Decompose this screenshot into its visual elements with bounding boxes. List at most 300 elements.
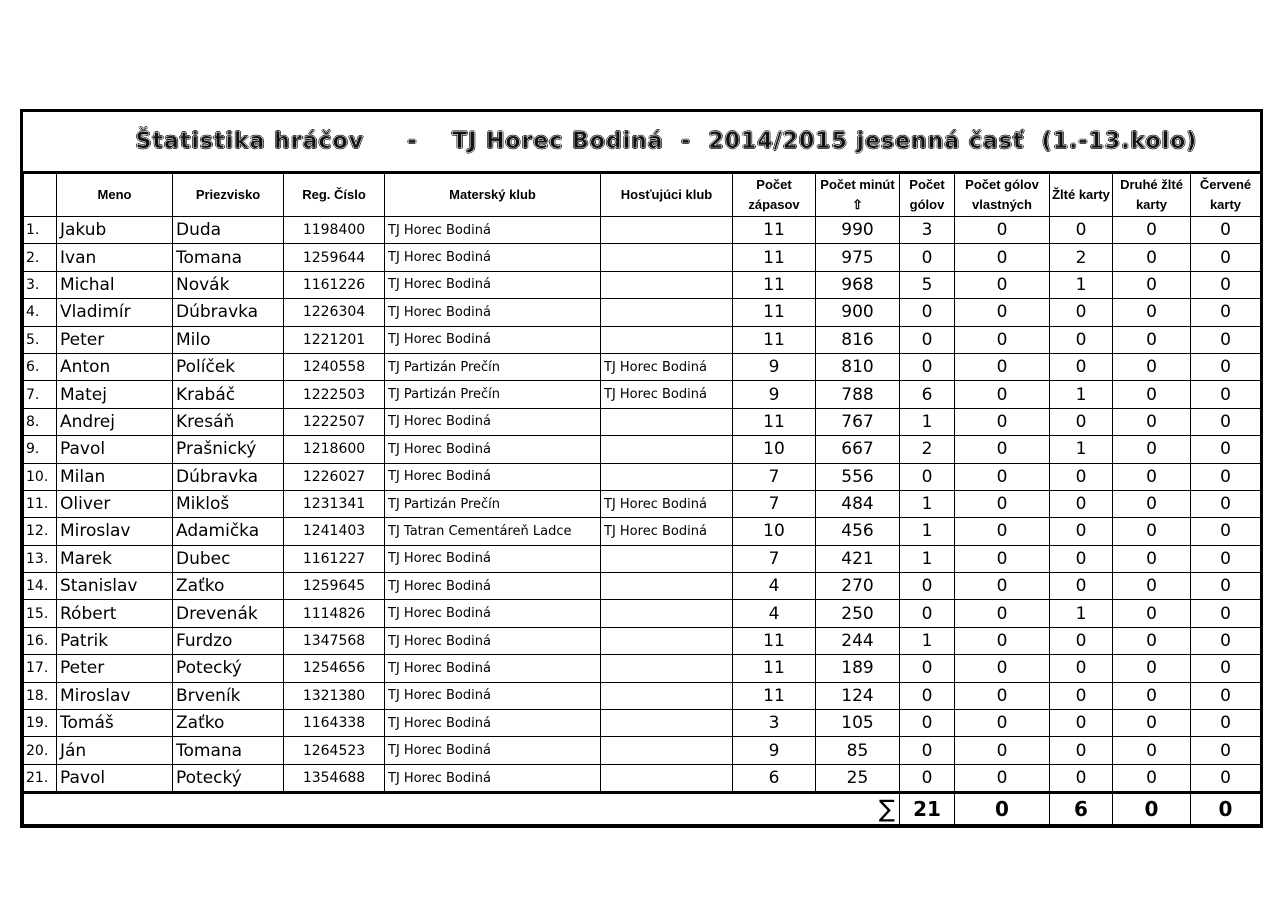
cell-goly: 0 bbox=[900, 600, 955, 627]
cell-cervene: 0 bbox=[1191, 271, 1261, 298]
cell-rank: 17. bbox=[24, 655, 57, 682]
cell-rank: 2. bbox=[24, 244, 57, 271]
cell-reg: 1161227 bbox=[284, 545, 385, 572]
cell-druhe: 0 bbox=[1113, 627, 1191, 654]
table-row bbox=[24, 710, 1261, 737]
cell-druhe: 0 bbox=[1113, 408, 1191, 435]
total-druhe: 0 bbox=[1113, 793, 1191, 825]
cell-priezvisko: Zaťko bbox=[173, 573, 284, 600]
cell-hostujuci-klub bbox=[601, 573, 733, 600]
cell-hostujuci-klub bbox=[601, 545, 733, 572]
cell-hostujuci-klub bbox=[601, 244, 733, 271]
cell-priezvisko: Krabáč bbox=[173, 381, 284, 408]
table-row bbox=[24, 436, 1261, 463]
cell-priezvisko: Kresáň bbox=[173, 408, 284, 435]
cell-materský-klub: TJ Horec Bodiná bbox=[385, 682, 601, 709]
cell-goly: 0 bbox=[900, 764, 955, 792]
col-header-minuty: Počet minút ⇧ bbox=[816, 174, 900, 217]
cell-rank: 4. bbox=[24, 299, 57, 326]
cell-hostujuci-klub bbox=[601, 271, 733, 298]
cell-priezvisko: Potecký bbox=[173, 764, 284, 792]
table-row bbox=[24, 655, 1261, 682]
cell-minuty: 244 bbox=[816, 627, 900, 654]
total-cervene: 0 bbox=[1191, 793, 1261, 825]
cell-meno: Marek bbox=[57, 545, 173, 572]
cell-reg: 1241403 bbox=[284, 518, 385, 545]
cell-cervene: 0 bbox=[1191, 353, 1261, 380]
cell-reg: 1264523 bbox=[284, 737, 385, 764]
cell-meno: Jakub bbox=[57, 217, 173, 244]
cell-materský-klub: TJ Horec Bodiná bbox=[385, 299, 601, 326]
cell-zlte: 0 bbox=[1050, 764, 1113, 792]
cell-priezvisko: Políček bbox=[173, 353, 284, 380]
col-header-materský-klub: Materský klub bbox=[385, 174, 601, 217]
cell-meno: Tomáš bbox=[57, 710, 173, 737]
cell-zlte: 0 bbox=[1050, 217, 1113, 244]
cell-hostujuci-klub: TJ Horec Bodiná bbox=[601, 490, 733, 517]
cell-vlastne: 0 bbox=[955, 326, 1050, 353]
cell-druhe: 0 bbox=[1113, 655, 1191, 682]
cell-minuty: 189 bbox=[816, 655, 900, 682]
cell-druhe: 0 bbox=[1113, 518, 1191, 545]
col-header-vlastne-goly: Počet gólov vlastných bbox=[955, 174, 1050, 217]
col-header-goly: Počet gólov bbox=[900, 174, 955, 217]
cell-materský-klub: TJ Horec Bodiná bbox=[385, 710, 601, 737]
cell-goly: 0 bbox=[900, 573, 955, 600]
cell-zapasy: 7 bbox=[733, 490, 816, 517]
cell-goly: 0 bbox=[900, 326, 955, 353]
cell-hostujuci-klub bbox=[601, 217, 733, 244]
cell-zapasy: 11 bbox=[733, 627, 816, 654]
cell-rank: 9. bbox=[24, 436, 57, 463]
cell-zlte: 0 bbox=[1050, 573, 1113, 600]
cell-druhe: 0 bbox=[1113, 217, 1191, 244]
cell-zapasy: 9 bbox=[733, 353, 816, 380]
title-row bbox=[23, 112, 1260, 173]
total-zlte: 6 bbox=[1050, 793, 1113, 825]
cell-vlastne: 0 bbox=[955, 600, 1050, 627]
cell-vlastne: 0 bbox=[955, 353, 1050, 380]
cell-zapasy: 4 bbox=[733, 573, 816, 600]
col-header-zapasy: Počet zápasov bbox=[733, 174, 816, 217]
cell-cervene: 0 bbox=[1191, 490, 1261, 517]
cell-materský-klub: TJ Horec Bodiná bbox=[385, 627, 601, 654]
col-header-hostujuci-klub: Hosťujúci klub bbox=[601, 174, 733, 217]
cell-hostujuci-klub bbox=[601, 737, 733, 764]
cell-minuty: 975 bbox=[816, 244, 900, 271]
cell-minuty: 270 bbox=[816, 573, 900, 600]
cell-cervene: 0 bbox=[1191, 518, 1261, 545]
cell-reg: 1161226 bbox=[284, 271, 385, 298]
cell-zlte: 1 bbox=[1050, 271, 1113, 298]
cell-goly: 0 bbox=[900, 737, 955, 764]
cell-minuty: 456 bbox=[816, 518, 900, 545]
cell-vlastne: 0 bbox=[955, 573, 1050, 600]
col-header-druhe-zlte: Druhé žlté karty bbox=[1113, 174, 1191, 217]
cell-goly: 6 bbox=[900, 381, 955, 408]
cell-reg: 1347568 bbox=[284, 627, 385, 654]
cell-cervene: 0 bbox=[1191, 463, 1261, 490]
cell-priezvisko: Potecký bbox=[173, 655, 284, 682]
cell-druhe: 0 bbox=[1113, 682, 1191, 709]
cell-priezvisko: Zaťko bbox=[173, 710, 284, 737]
cell-materský-klub: TJ Partizán Prečín bbox=[385, 490, 601, 517]
cell-reg: 1222507 bbox=[284, 408, 385, 435]
cell-druhe: 0 bbox=[1113, 490, 1191, 517]
cell-zlte: 1 bbox=[1050, 436, 1113, 463]
cell-materský-klub: TJ Horec Bodiná bbox=[385, 271, 601, 298]
cell-cervene: 0 bbox=[1191, 436, 1261, 463]
cell-materský-klub: TJ Horec Bodiná bbox=[385, 463, 601, 490]
cell-reg: 1222503 bbox=[284, 381, 385, 408]
cell-reg: 1240558 bbox=[284, 353, 385, 380]
col-header-cervene-karty: Červené karty bbox=[1191, 174, 1261, 217]
cell-minuty: 900 bbox=[816, 299, 900, 326]
cell-hostujuci-klub bbox=[601, 408, 733, 435]
table-row bbox=[24, 545, 1261, 572]
cell-meno: Milan bbox=[57, 463, 173, 490]
cell-reg: 1218600 bbox=[284, 436, 385, 463]
table-row bbox=[24, 299, 1261, 326]
cell-hostujuci-klub: TJ Horec Bodiná bbox=[601, 353, 733, 380]
totals-row bbox=[24, 793, 1261, 825]
cell-hostujuci-klub bbox=[601, 463, 733, 490]
cell-hostujuci-klub bbox=[601, 682, 733, 709]
cell-materský-klub: TJ Horec Bodiná bbox=[385, 436, 601, 463]
cell-zapasy: 7 bbox=[733, 463, 816, 490]
cell-rank: 14. bbox=[24, 573, 57, 600]
cell-goly: 1 bbox=[900, 627, 955, 654]
cell-hostujuci-klub bbox=[601, 655, 733, 682]
cell-minuty: 667 bbox=[816, 436, 900, 463]
cell-minuty: 85 bbox=[816, 737, 900, 764]
cell-reg: 1226304 bbox=[284, 299, 385, 326]
cell-reg: 1221201 bbox=[284, 326, 385, 353]
table-row bbox=[24, 573, 1261, 600]
cell-rank: 20. bbox=[24, 737, 57, 764]
cell-hostujuci-klub bbox=[601, 299, 733, 326]
cell-minuty: 484 bbox=[816, 490, 900, 517]
cell-meno: Ján bbox=[57, 737, 173, 764]
cell-reg: 1114826 bbox=[284, 600, 385, 627]
cell-rank: 7. bbox=[24, 381, 57, 408]
cell-minuty: 250 bbox=[816, 600, 900, 627]
cell-minuty: 968 bbox=[816, 271, 900, 298]
cell-reg: 1259645 bbox=[284, 573, 385, 600]
cell-meno: Oliver bbox=[57, 490, 173, 517]
cell-goly: 3 bbox=[900, 217, 955, 244]
table-row bbox=[24, 463, 1261, 490]
total-vlastne: 0 bbox=[955, 793, 1050, 825]
cell-zlte: 0 bbox=[1050, 737, 1113, 764]
cell-hostujuci-klub bbox=[601, 436, 733, 463]
cell-zlte: 0 bbox=[1050, 408, 1113, 435]
cell-minuty: 816 bbox=[816, 326, 900, 353]
cell-druhe: 0 bbox=[1113, 600, 1191, 627]
cell-zapasy: 9 bbox=[733, 737, 816, 764]
cell-rank: 6. bbox=[24, 353, 57, 380]
table-row bbox=[24, 217, 1261, 244]
cell-reg: 1321380 bbox=[284, 682, 385, 709]
cell-meno: Matej bbox=[57, 381, 173, 408]
cell-druhe: 0 bbox=[1113, 710, 1191, 737]
cell-vlastne: 0 bbox=[955, 271, 1050, 298]
cell-zlte: 0 bbox=[1050, 299, 1113, 326]
cell-goly: 0 bbox=[900, 710, 955, 737]
cell-minuty: 105 bbox=[816, 710, 900, 737]
cell-meno: Pavol bbox=[57, 764, 173, 792]
sum-symbol: ∑ bbox=[24, 793, 900, 825]
cell-zlte: 0 bbox=[1050, 518, 1113, 545]
cell-rank: 1. bbox=[24, 217, 57, 244]
cell-rank: 18. bbox=[24, 682, 57, 709]
cell-zlte: 0 bbox=[1050, 490, 1113, 517]
cell-hostujuci-klub: TJ Horec Bodiná bbox=[601, 381, 733, 408]
cell-goly: 0 bbox=[900, 655, 955, 682]
cell-zlte: 0 bbox=[1050, 545, 1113, 572]
cell-meno: Miroslav bbox=[57, 518, 173, 545]
cell-cervene: 0 bbox=[1191, 764, 1261, 792]
cell-hostujuci-klub bbox=[601, 600, 733, 627]
col-header-rank bbox=[24, 174, 57, 217]
cell-materský-klub: TJ Horec Bodiná bbox=[385, 326, 601, 353]
cell-cervene: 0 bbox=[1191, 381, 1261, 408]
cell-materský-klub: TJ Tatran Cementáreň Ladce bbox=[385, 518, 601, 545]
cell-reg: 1259644 bbox=[284, 244, 385, 271]
cell-minuty: 25 bbox=[816, 764, 900, 792]
cell-zlte: 0 bbox=[1050, 353, 1113, 380]
cell-zlte: 0 bbox=[1050, 326, 1113, 353]
cell-meno: Patrik bbox=[57, 627, 173, 654]
cell-materský-klub: TJ Horec Bodiná bbox=[385, 655, 601, 682]
cell-meno: Michal bbox=[57, 271, 173, 298]
cell-vlastne: 0 bbox=[955, 381, 1050, 408]
cell-zapasy: 4 bbox=[733, 600, 816, 627]
cell-materský-klub: TJ Horec Bodiná bbox=[385, 764, 601, 792]
cell-rank: 5. bbox=[24, 326, 57, 353]
cell-zapasy: 11 bbox=[733, 655, 816, 682]
cell-druhe: 0 bbox=[1113, 436, 1191, 463]
cell-zapasy: 3 bbox=[733, 710, 816, 737]
cell-zapasy: 9 bbox=[733, 381, 816, 408]
cell-meno: Stanislav bbox=[57, 573, 173, 600]
cell-zlte: 1 bbox=[1050, 600, 1113, 627]
player-stats-table bbox=[23, 173, 1261, 825]
cell-zapasy: 10 bbox=[733, 518, 816, 545]
cell-hostujuci-klub bbox=[601, 627, 733, 654]
cell-minuty: 990 bbox=[816, 217, 900, 244]
cell-rank: 10. bbox=[24, 463, 57, 490]
cell-hostujuci-klub bbox=[601, 710, 733, 737]
cell-reg: 1198400 bbox=[284, 217, 385, 244]
cell-meno: Vladimír bbox=[57, 299, 173, 326]
cell-vlastne: 0 bbox=[955, 518, 1050, 545]
cell-priezvisko: Milo bbox=[173, 326, 284, 353]
cell-priezvisko: Mikloš bbox=[173, 490, 284, 517]
cell-druhe: 0 bbox=[1113, 545, 1191, 572]
table-row bbox=[24, 490, 1261, 517]
cell-goly: 1 bbox=[900, 545, 955, 572]
cell-zlte: 0 bbox=[1050, 463, 1113, 490]
cell-meno: Pavol bbox=[57, 436, 173, 463]
cell-zapasy: 11 bbox=[733, 682, 816, 709]
cell-druhe: 0 bbox=[1113, 463, 1191, 490]
cell-vlastne: 0 bbox=[955, 436, 1050, 463]
cell-cervene: 0 bbox=[1191, 737, 1261, 764]
cell-rank: 8. bbox=[24, 408, 57, 435]
table-row bbox=[24, 682, 1261, 709]
cell-vlastne: 0 bbox=[955, 217, 1050, 244]
cell-vlastne: 0 bbox=[955, 655, 1050, 682]
cell-priezvisko: Dúbravka bbox=[173, 299, 284, 326]
cell-goly: 0 bbox=[900, 299, 955, 326]
cell-vlastne: 0 bbox=[955, 408, 1050, 435]
cell-priezvisko: Brveník bbox=[173, 682, 284, 709]
cell-rank: 21. bbox=[24, 764, 57, 792]
col-header-reg: Reg. Číslo bbox=[284, 174, 385, 217]
table-row bbox=[24, 408, 1261, 435]
cell-rank: 16. bbox=[24, 627, 57, 654]
cell-materský-klub: TJ Horec Bodiná bbox=[385, 408, 601, 435]
cell-goly: 0 bbox=[900, 353, 955, 380]
cell-hostujuci-klub bbox=[601, 326, 733, 353]
cell-meno: Andrej bbox=[57, 408, 173, 435]
cell-vlastne: 0 bbox=[955, 627, 1050, 654]
cell-vlastne: 0 bbox=[955, 490, 1050, 517]
cell-cervene: 0 bbox=[1191, 573, 1261, 600]
total-goly: 21 bbox=[900, 793, 955, 825]
cell-zlte: 2 bbox=[1050, 244, 1113, 271]
cell-druhe: 0 bbox=[1113, 299, 1191, 326]
cell-priezvisko: Novák bbox=[173, 271, 284, 298]
cell-minuty: 767 bbox=[816, 408, 900, 435]
cell-priezvisko: Prašnický bbox=[173, 436, 284, 463]
cell-cervene: 0 bbox=[1191, 600, 1261, 627]
cell-priezvisko: Tomana bbox=[173, 244, 284, 271]
cell-zapasy: 7 bbox=[733, 545, 816, 572]
cell-reg: 1164338 bbox=[284, 710, 385, 737]
cell-druhe: 0 bbox=[1113, 244, 1191, 271]
table-row bbox=[24, 627, 1261, 654]
cell-rank: 3. bbox=[24, 271, 57, 298]
table-row bbox=[24, 600, 1261, 627]
cell-goly: 1 bbox=[900, 518, 955, 545]
cell-cervene: 0 bbox=[1191, 217, 1261, 244]
cell-cervene: 0 bbox=[1191, 244, 1261, 271]
cell-cervene: 0 bbox=[1191, 627, 1261, 654]
cell-materský-klub: TJ Horec Bodiná bbox=[385, 244, 601, 271]
col-header-priezvisko: Priezvisko bbox=[173, 174, 284, 217]
stats-sheet bbox=[20, 109, 1263, 828]
cell-meno: Peter bbox=[57, 326, 173, 353]
cell-hostujuci-klub bbox=[601, 764, 733, 792]
cell-vlastne: 0 bbox=[955, 737, 1050, 764]
cell-minuty: 788 bbox=[816, 381, 900, 408]
cell-zlte: 0 bbox=[1050, 710, 1113, 737]
cell-materský-klub: TJ Partizán Prečín bbox=[385, 381, 601, 408]
cell-rank: 15. bbox=[24, 600, 57, 627]
cell-priezvisko: Adamička bbox=[173, 518, 284, 545]
cell-zapasy: 11 bbox=[733, 244, 816, 271]
cell-meno: Ivan bbox=[57, 244, 173, 271]
cell-zapasy: 11 bbox=[733, 326, 816, 353]
cell-priezvisko: Duda bbox=[173, 217, 284, 244]
cell-rank: 13. bbox=[24, 545, 57, 572]
cell-cervene: 0 bbox=[1191, 408, 1261, 435]
cell-goly: 1 bbox=[900, 408, 955, 435]
cell-rank: 19. bbox=[24, 710, 57, 737]
cell-cervene: 0 bbox=[1191, 299, 1261, 326]
cell-druhe: 0 bbox=[1113, 381, 1191, 408]
cell-rank: 12. bbox=[24, 518, 57, 545]
cell-vlastne: 0 bbox=[955, 710, 1050, 737]
cell-zlte: 1 bbox=[1050, 381, 1113, 408]
cell-druhe: 0 bbox=[1113, 573, 1191, 600]
table-row bbox=[24, 518, 1261, 545]
cell-vlastne: 0 bbox=[955, 299, 1050, 326]
cell-minuty: 810 bbox=[816, 353, 900, 380]
cell-materský-klub: TJ Horec Bodiná bbox=[385, 600, 601, 627]
cell-minuty: 556 bbox=[816, 463, 900, 490]
cell-meno: Róbert bbox=[57, 600, 173, 627]
header-row bbox=[24, 174, 1261, 217]
cell-vlastne: 0 bbox=[955, 463, 1050, 490]
table-row bbox=[24, 244, 1261, 271]
cell-reg: 1254656 bbox=[284, 655, 385, 682]
cell-zlte: 0 bbox=[1050, 627, 1113, 654]
cell-goly: 1 bbox=[900, 490, 955, 517]
col-header-zlte-karty: Žlté karty bbox=[1050, 174, 1113, 217]
cell-priezvisko: Dubec bbox=[173, 545, 284, 572]
cell-hostujuci-klub: TJ Horec Bodiná bbox=[601, 518, 733, 545]
cell-priezvisko: Tomana bbox=[173, 737, 284, 764]
cell-druhe: 0 bbox=[1113, 353, 1191, 380]
cell-priezvisko: Dúbravka bbox=[173, 463, 284, 490]
cell-materský-klub: TJ Horec Bodiná bbox=[385, 573, 601, 600]
cell-zapasy: 11 bbox=[733, 217, 816, 244]
cell-meno: Miroslav bbox=[57, 682, 173, 709]
cell-goly: 0 bbox=[900, 463, 955, 490]
table-row bbox=[24, 271, 1261, 298]
cell-minuty: 421 bbox=[816, 545, 900, 572]
cell-zapasy: 11 bbox=[733, 271, 816, 298]
cell-zlte: 0 bbox=[1050, 655, 1113, 682]
cell-materský-klub: TJ Partizán Prečín bbox=[385, 353, 601, 380]
cell-zapasy: 10 bbox=[733, 436, 816, 463]
cell-zlte: 0 bbox=[1050, 682, 1113, 709]
cell-materský-klub: TJ Horec Bodiná bbox=[385, 737, 601, 764]
cell-reg: 1231341 bbox=[284, 490, 385, 517]
page-title: Štatistika hráčov - TJ Horec Bodiná - 2014/2015 jesenná časť (1.-13.kolo) bbox=[135, 129, 1198, 154]
cell-druhe: 0 bbox=[1113, 764, 1191, 792]
cell-vlastne: 0 bbox=[955, 682, 1050, 709]
cell-vlastne: 0 bbox=[955, 545, 1050, 572]
cell-reg: 1226027 bbox=[284, 463, 385, 490]
cell-goly: 5 bbox=[900, 271, 955, 298]
cell-goly: 0 bbox=[900, 682, 955, 709]
cell-druhe: 0 bbox=[1113, 271, 1191, 298]
cell-materský-klub: TJ Horec Bodiná bbox=[385, 545, 601, 572]
table-row bbox=[24, 353, 1261, 380]
table-row bbox=[24, 737, 1261, 764]
cell-cervene: 0 bbox=[1191, 326, 1261, 353]
cell-priezvisko: Drevenák bbox=[173, 600, 284, 627]
cell-cervene: 0 bbox=[1191, 710, 1261, 737]
cell-goly: 2 bbox=[900, 436, 955, 463]
cell-meno: Anton bbox=[57, 353, 173, 380]
col-header-meno: Meno bbox=[57, 174, 173, 217]
cell-druhe: 0 bbox=[1113, 737, 1191, 764]
